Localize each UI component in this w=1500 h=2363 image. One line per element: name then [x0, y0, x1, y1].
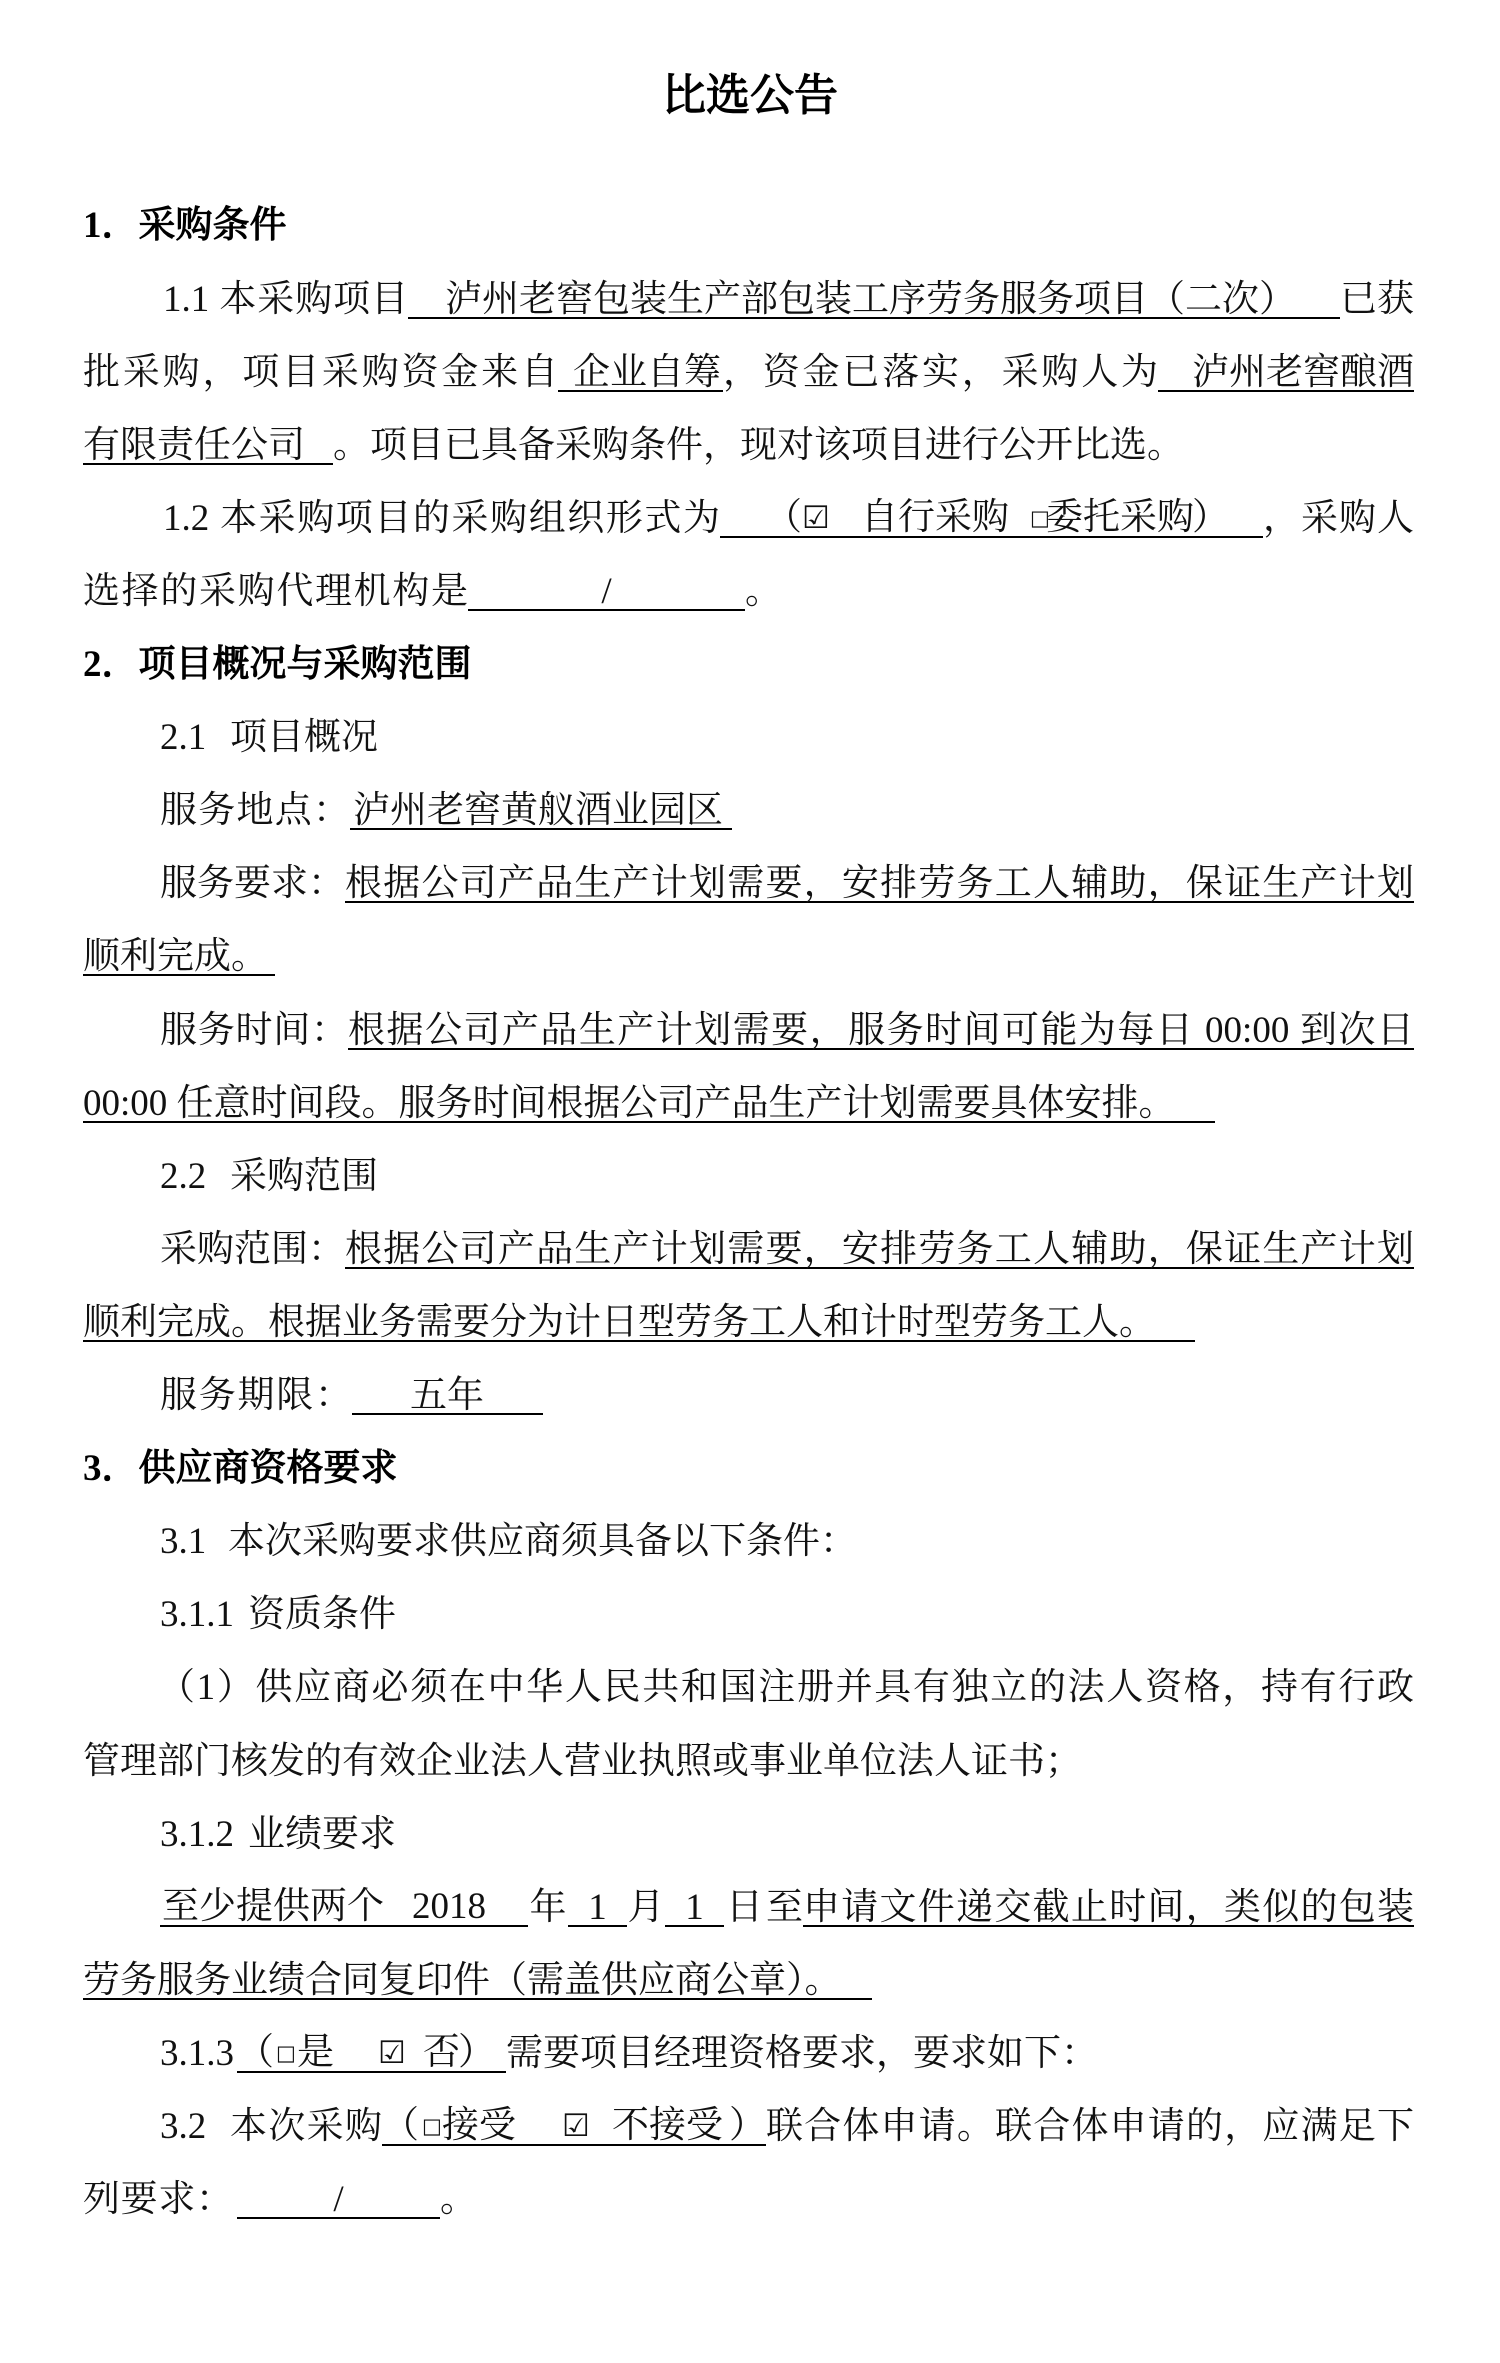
body-text: 管理部门核发的有效企业法人营业执照或事业单位法人证书； — [83, 1741, 1082, 1782]
clause-lead: 1.2 本采购项目的采购组织形式为 — [163, 498, 720, 539]
checkbox-checked-icon: ☑ — [378, 2035, 406, 2071]
subsection-2-2-line — [0, 1141, 1500, 1214]
procurement-scope-field: 顺利完成。根据业务需要分为计日型劳务工人和计时型劳务工人。 — [83, 1304, 1195, 1342]
project-name-field: 泸州老窖包装生产部包装工序劳务服务项目（二次） — [408, 281, 1340, 319]
checkbox-unchecked-icon: □ — [1030, 506, 1050, 530]
paren-close: ） — [1192, 497, 1229, 538]
body-text: 。项目已具备采购条件，现对该项目进行公开比选。 — [333, 425, 1184, 466]
option-label-entrusted-procurement: 委托采购 — [1046, 497, 1194, 538]
body-text: 列要求： — [83, 2179, 233, 2220]
service-requirement-line — [0, 848, 1500, 921]
subsection-3-1-1-line — [0, 1579, 1500, 1652]
procurement-scope-field: 根据公司产品生产计划需要，安排劳务工人辅助，保证生产计划 — [345, 1229, 1414, 1270]
service-time-line — [0, 1068, 1500, 1141]
subsection-3-2-line — [0, 2164, 1500, 2237]
option-label-no: 否 — [423, 2032, 460, 2073]
consortium-requirement-field: / — [237, 2181, 440, 2219]
qualification-condition-line — [0, 1726, 1500, 1799]
checkbox-checked-icon: ☑ — [802, 500, 830, 536]
option-label-yes: 是 — [297, 2032, 334, 2073]
checkbox-unchecked-icon: □ — [422, 2114, 442, 2138]
purchaser-field: 有限责任公司 — [83, 427, 333, 465]
day-unit: 日至 — [726, 1887, 803, 1928]
body-text: 选择的采购代理机构是 — [83, 571, 468, 612]
clause-1-1-line — [0, 410, 1500, 483]
body-text: 本次采购 — [230, 2106, 382, 2147]
subsection-number: 3.2 — [160, 2106, 207, 2147]
month-field: 1 — [568, 1889, 627, 1927]
clause-1-1-line — [0, 337, 1500, 410]
year-value: 2018 — [412, 1886, 486, 1927]
clause-1-1-line — [0, 264, 1500, 337]
service-location-field: 泸州老窖黄舣酒业园区 — [350, 792, 732, 830]
subsection-number: 3.1.3 — [160, 2033, 234, 2074]
field-label: 服务期限： — [160, 1375, 352, 1416]
subsection-3-1-3-line — [0, 2018, 1500, 2091]
section-heading: 2．项目概况与采购范围 — [83, 644, 472, 685]
subsection-3-1-2-line — [0, 1799, 1500, 1872]
body-text: 联合体申请。联合体申请的，应满足下 — [766, 2106, 1414, 2147]
subsection-number: 3.1.1 — [160, 1594, 234, 1635]
clause-1-2-line — [0, 556, 1500, 629]
paren-open: （ — [382, 2105, 419, 2146]
body-text: ，采购人 — [1263, 498, 1414, 539]
document-title: 比选公告 — [662, 71, 838, 120]
clause-1-2-line — [0, 483, 1500, 556]
project-manager-required-field — [237, 2032, 506, 2073]
section-1-heading-line — [0, 190, 1500, 263]
body-text: 至少提供两个 — [162, 1886, 384, 1927]
subsection-title: 采购范围 — [230, 1156, 378, 1197]
paren-close: ） — [729, 2105, 766, 2146]
year-unit: 年 — [529, 1887, 567, 1928]
service-requirement-field: 根据公司产品生产计划需要，安排劳务工人辅助，保证生产计划 — [345, 863, 1414, 904]
body-text: （1）供应商必须在中华人民共和国注册并具有独立的法人资格，持有行政 — [158, 1667, 1414, 1708]
service-term-line — [0, 1360, 1500, 1433]
option-label-reject: 不接受 — [612, 2105, 723, 2146]
paren-close: ） — [458, 2032, 495, 2073]
day-field: 1 — [665, 1889, 724, 1927]
subsection-number: 2.1 — [160, 717, 207, 758]
service-time-line — [0, 995, 1500, 1068]
service-requirement-line — [0, 921, 1500, 994]
fund-source-field: 企业自筹 — [558, 354, 723, 392]
body-text: 。 — [440, 2179, 477, 2220]
subsection-3-2-line — [0, 2091, 1500, 2164]
field-label: 服务要求： — [160, 863, 345, 904]
paren-open: （ — [765, 497, 802, 538]
procurement-scope-line — [0, 1214, 1500, 1287]
field-label: 服务地点： — [160, 790, 350, 831]
month-unit: 月 — [627, 1887, 665, 1928]
performance-count-field — [160, 1886, 528, 1927]
body-text: 本次采购要求供应商须具备以下条件： — [228, 1521, 857, 1562]
subsection-number: 3.1 — [160, 1521, 207, 1562]
qualification-condition-line — [0, 1652, 1500, 1725]
subsection-title: 业绩要求 — [248, 1814, 396, 1855]
section-heading: 1．采购条件 — [83, 205, 287, 246]
subsection-number: 3.1.2 — [160, 1814, 234, 1855]
service-term-field: 五年 — [352, 1377, 543, 1415]
performance-requirement-line — [0, 1945, 1500, 2018]
service-requirement-field: 顺利完成。 — [83, 938, 275, 976]
purchaser-field: 泸州老窖酿酒 — [1158, 354, 1414, 392]
performance-description-field: 申请文件递交截止时间，类似的包装 — [803, 1887, 1414, 1928]
agency-field: / — [468, 573, 745, 611]
subsection-number: 2.2 — [160, 1156, 207, 1197]
subsection-2-1-line — [0, 702, 1500, 775]
procurement-scope-line — [0, 1287, 1500, 1360]
body-text: 。 — [745, 571, 782, 612]
service-time-field: 根据公司产品生产计划需要，服务时间可能为每日 00:00 到次日 — [348, 1010, 1414, 1051]
section-3-heading-line — [0, 1433, 1500, 1506]
procurement-form-field — [720, 497, 1263, 538]
body-text: 已获 — [1340, 279, 1414, 320]
section-heading: 3．供应商资格要求 — [83, 1448, 398, 1489]
field-label: 采购范围： — [160, 1229, 345, 1270]
body-text: 批采购，项目采购资金来自 — [83, 352, 558, 393]
field-label: 服务时间： — [160, 1010, 348, 1051]
checkbox-unchecked-icon: □ — [276, 2041, 296, 2065]
clause-lead: 1.1 本采购项目 — [163, 279, 408, 320]
service-location-line — [0, 775, 1500, 848]
body-text: 需要项目经理资格要求，要求如下： — [506, 2033, 1098, 2074]
section-2-heading-line — [0, 629, 1500, 702]
option-label-self-procurement: 自行采购 — [861, 497, 1009, 538]
performance-description-field: 劳务服务业绩合同复印件（需盖供应商公章）。 — [83, 1962, 872, 2000]
body-text: ，资金已落实，采购人为 — [723, 352, 1158, 393]
paren-open: （ — [237, 2032, 274, 2073]
service-time-field: 00:00 任意时间段。服务时间根据公司产品生产计划需要具体安排。 — [83, 1085, 1215, 1123]
consortium-acceptance-field — [382, 2105, 766, 2146]
checkbox-checked-icon: ☑ — [562, 2108, 590, 2144]
subsection-title: 资质条件 — [248, 1594, 396, 1635]
subsection-3-1-line — [0, 1506, 1500, 1579]
performance-requirement-line — [0, 1872, 1500, 1945]
subsection-title: 项目概况 — [230, 717, 378, 758]
option-label-accept: 接受 — [442, 2105, 516, 2146]
